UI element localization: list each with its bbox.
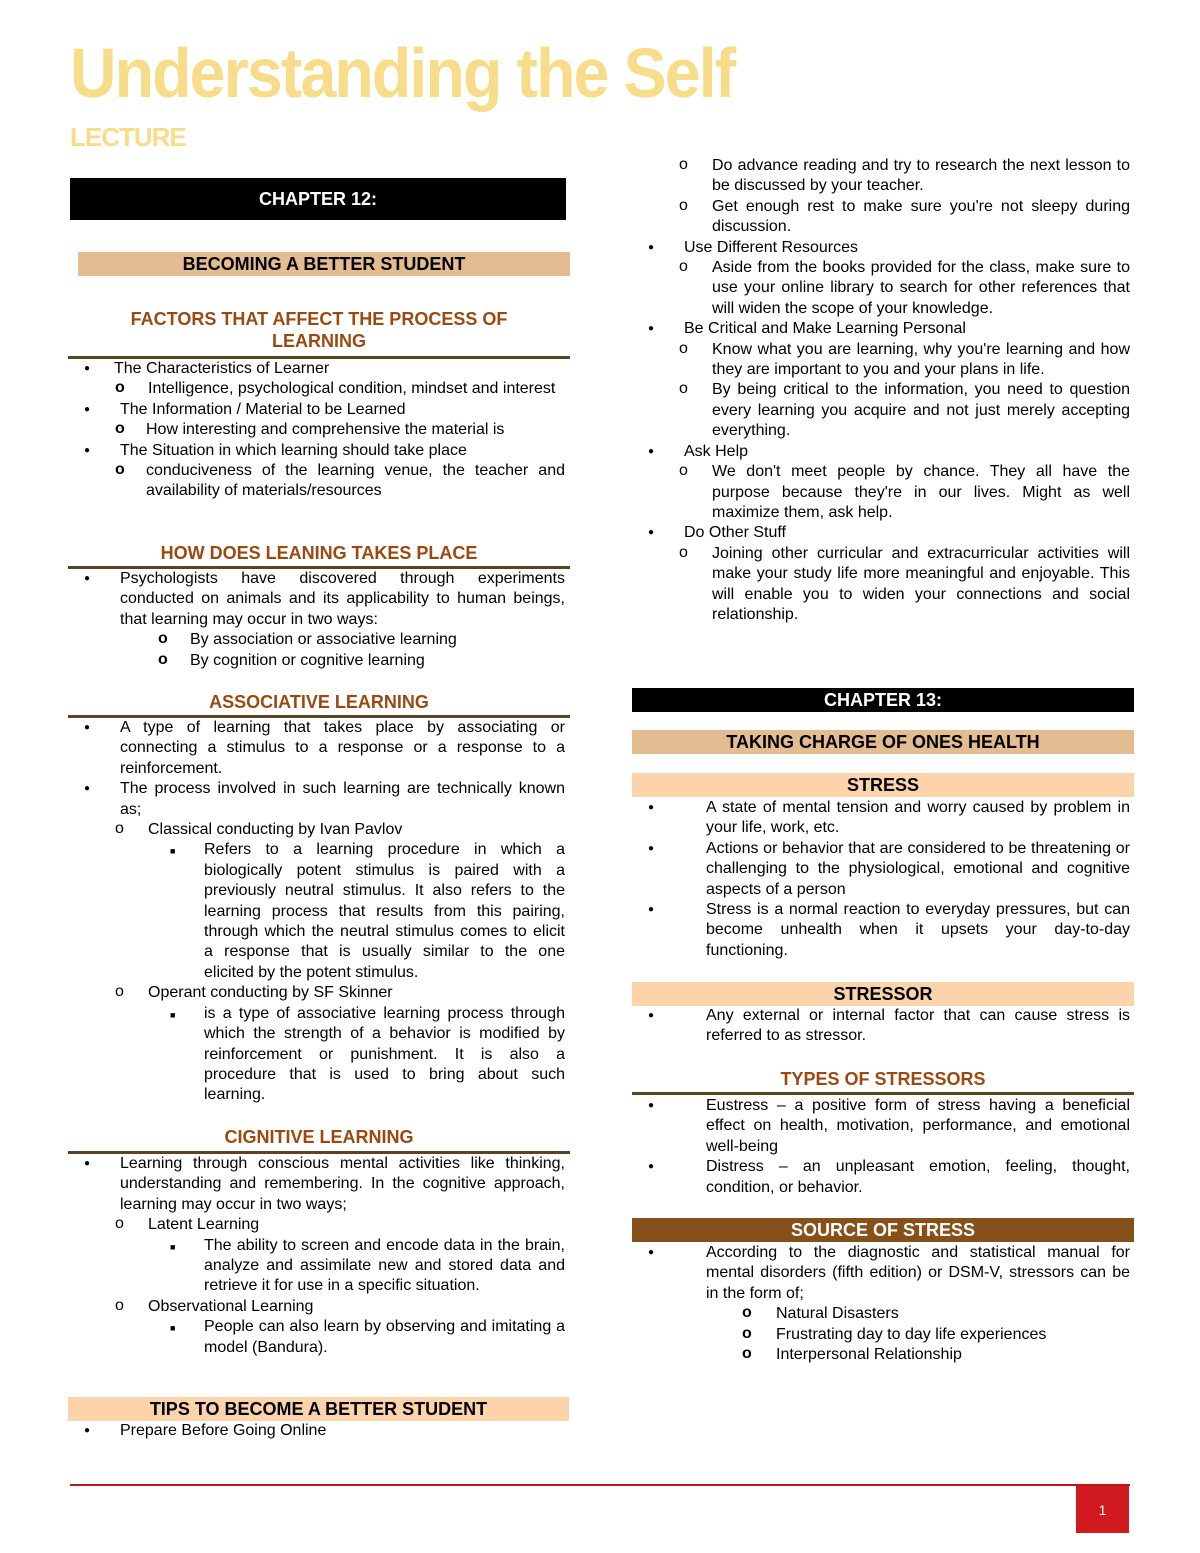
tips-continued-list (632, 156, 1130, 625)
heading-stressor: STRESSOR (632, 982, 1134, 1006)
heading-factors: FACTORS THAT AFFECT THE PROCESS OF LEARNING (68, 308, 570, 359)
list-item: ● Be Critical and Make Learning Personal (632, 319, 1130, 339)
associative-list (68, 718, 565, 1106)
heading-cognitive-learning: CIGNITIVE LEARNING (68, 1126, 570, 1154)
document-subtitle: LECTURE (70, 122, 186, 152)
list-item: o By being critical to the information, you need to question every learning you acquire and not just merely accepting everything. (632, 380, 1130, 441)
document-title: Understanding the Self (70, 34, 735, 112)
list-item: ● Any external or internal factor that can cause stress is referred to as stressor. (632, 1006, 1130, 1047)
list-item: o Get enough rest to make sure you're not sleepy during discussion. (632, 197, 1130, 238)
list-item: ■ People can also learn by observing and imitating a model (Bandura). (68, 1317, 565, 1358)
heading-stress: STRESS (632, 773, 1134, 797)
heading-types-of-stressors: TYPES OF STRESSORS (632, 1068, 1134, 1095)
list-item: ● Learning through conscious mental activities like thinking, understanding and remembering. In the cognitive approach, learning may occur in two ways; (68, 1154, 565, 1215)
source-list (632, 1243, 1130, 1365)
chapter-13-banner: CHAPTER 13: (632, 688, 1134, 712)
list-item: ● Eustress – a positive form of stress having a beneficial effect on health, motivation, performance, and emotional well-being (632, 1096, 1130, 1157)
list-item: o Natural Disasters (632, 1304, 1130, 1324)
list-item: o Interpersonal Relationship (632, 1345, 1130, 1365)
list-item: ● The Characteristics of Learner (68, 359, 565, 379)
list-item: ● The Information / Material to be Learned (68, 400, 565, 420)
list-item: o By cognition or cognitive learning (68, 651, 565, 671)
section-tips: TIPS TO BECOME A BETTER STUDENT (68, 1397, 569, 1421)
list-item: ● Psychologists have discovered through experiments conducted on animals and its applicability to human beings, that learning may occur in two ways: (68, 569, 565, 630)
list-item: ● Distress – an unpleasant emotion, feeling, thought, condition, or behavior. (632, 1157, 1130, 1198)
list-item: o Do advance reading and try to research the next lesson to be discussed by your teacher. (632, 156, 1130, 197)
list-item: o conduciveness of the learning venue, the teacher and availability of materials/resources (68, 461, 565, 502)
list-item: o By association or associative learning (68, 630, 565, 650)
tips-list (68, 1421, 565, 1441)
list-item: o We don't meet people by chance. They all have the purpose because they're in our lives. Might as well maximize them, ask help. (632, 462, 1130, 523)
section-becoming-better-student: BECOMING A BETTER STUDENT (78, 252, 570, 276)
list-item: ● Ask Help (632, 442, 1130, 462)
list-item: ● Do Other Stuff (632, 523, 1130, 543)
list-item: o Intelligence, psychological condition, mindset and interest (68, 379, 565, 399)
list-item: o Aside from the books provided for the class, make sure to use your online library to search for other references that will widen the scope of your knowledge. (632, 258, 1130, 319)
footer-divider (70, 1484, 1130, 1486)
list-item: ● The Situation in which learning should take place (68, 441, 565, 461)
list-item: o Joining other curricular and extracurricular activities will make your study life more meaningful and enjoyable. This will enable you to widen your connections and social relationship. (632, 544, 1130, 626)
list-item: ● According to the diagnostic and statistical manual for mental disorders (fifth edition) or DSM-V, stressors can be in the form of; (632, 1243, 1130, 1304)
stress-list (632, 798, 1130, 961)
types-list (632, 1096, 1130, 1198)
list-item: ■ The ability to screen and encode data in the brain, analyze and assimilate new and stored data and retrieve it for use in a specific situation. (68, 1236, 565, 1297)
list-item: o Observational Learning (68, 1297, 565, 1317)
cognitive-list (68, 1154, 565, 1358)
list-item: ● Use Different Resources (632, 238, 1130, 258)
heading-source-of-stress: SOURCE OF STRESS (632, 1218, 1134, 1242)
list-item: o Know what you are learning, why you're learning and how they are important to you and your plans in life. (632, 340, 1130, 381)
list-item: ● Stress is a normal reaction to everyday pressures, but can become unhealth when it upsets your day-to-day functioning. (632, 900, 1130, 961)
list-item: ● Actions or behavior that are considered to be threatening or challenging to the physiological, emotional and cognitive aspects of a person (632, 839, 1130, 900)
list-item: o Operant conducting by SF Skinner (68, 983, 565, 1003)
list-item: ● A type of learning that takes place by associating or connecting a stimulus to a response or a response to a reinforcement. (68, 718, 565, 779)
list-item: ● Prepare Before Going Online (68, 1421, 565, 1441)
how-list (68, 569, 565, 671)
list-item: ● A state of mental tension and worry caused by problem in your life, work, etc. (632, 798, 1130, 839)
section-taking-charge-health: TAKING CHARGE OF ONES HEALTH (632, 730, 1134, 754)
chapter-12-banner: CHAPTER 12: (70, 178, 566, 220)
list-item: o Classical conducting by Ivan Pavlov (68, 820, 565, 840)
heading-associative-learning: ASSOCIATIVE LEARNING (68, 691, 570, 718)
factors-list (68, 359, 565, 502)
list-item: ● The process involved in such learning are technically known as; (68, 779, 565, 820)
list-item: ■ is a type of associative learning process through which the strength of a behavior is modified by reinforcement or punishment. It is also a procedure that is used to bring about such learning. (68, 1004, 565, 1106)
list-item: o Latent Learning (68, 1215, 565, 1235)
page-number: 1 (1076, 1486, 1129, 1533)
list-item: o Frustrating day to day life experiences (632, 1325, 1130, 1345)
list-item: o How interesting and comprehensive the material is (68, 420, 565, 440)
list-item: ■ Refers to a learning procedure in which a biologically potent stimulus is paired with a previously neutral stimulus. It also refers to the learning process that results from this pairing, through which the neutral stimulus comes to elicit a response that is usually similar to the one elicited by the potent stimulus. (68, 840, 565, 983)
stressor-list (632, 1006, 1130, 1047)
heading-how-learning: HOW DOES LEANING TAKES PLACE (68, 542, 570, 569)
